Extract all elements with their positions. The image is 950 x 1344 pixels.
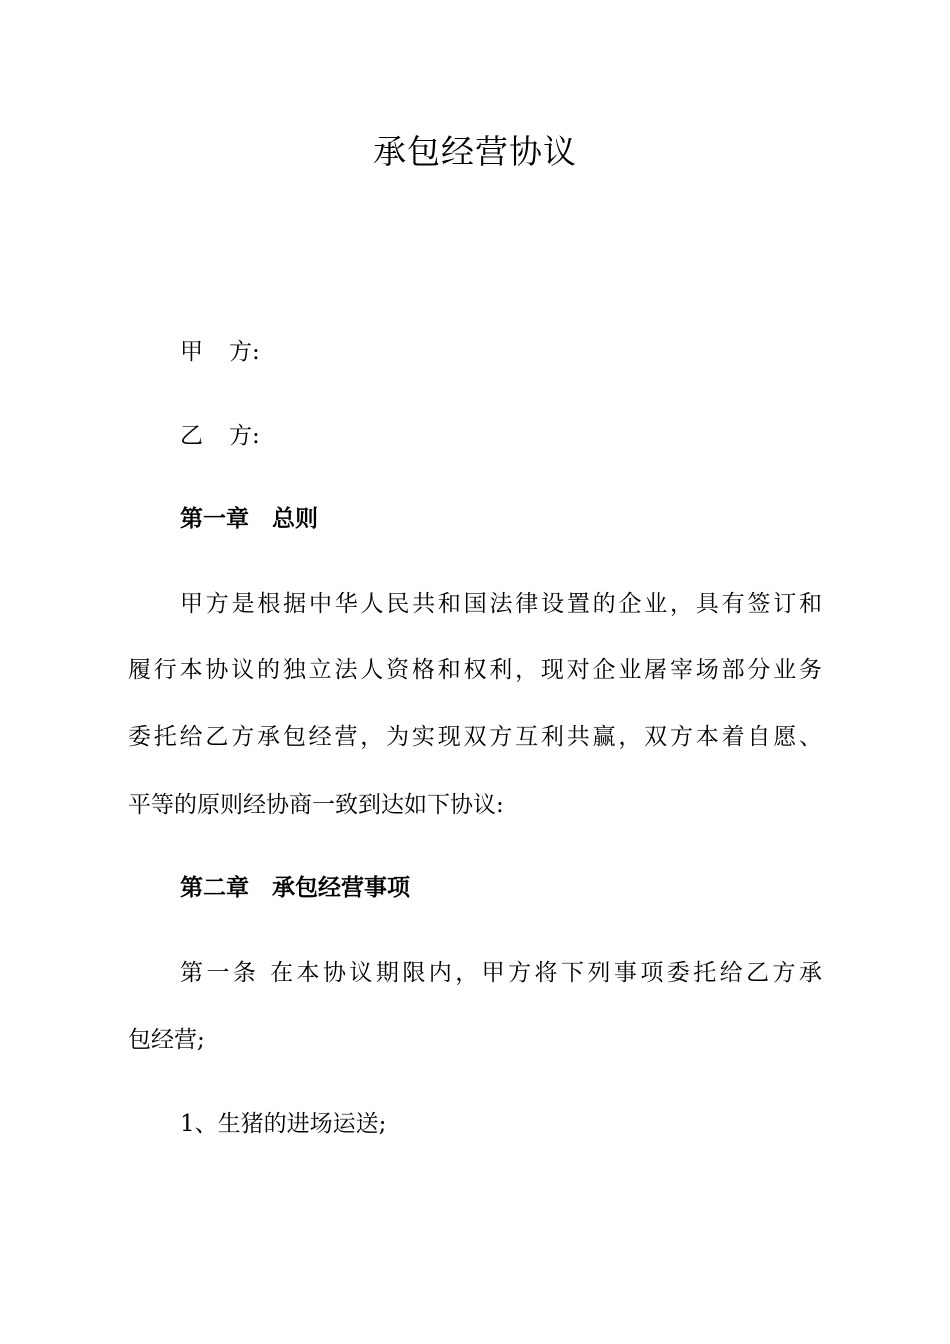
- party-b-line: [180, 420, 260, 452]
- chapter-1-paragraph-line-4: 平等的原则经协商一致到达如下协议:: [128, 792, 504, 818]
- party-a-label-second: 方:: [229, 339, 260, 365]
- party-b-label-first: 乙: [180, 423, 203, 449]
- party-a-label-first: 甲: [180, 339, 203, 365]
- party-b-label-second: 方:: [229, 423, 260, 449]
- party-a-line: [180, 336, 260, 368]
- article-1-line-2: 包经营;: [128, 1027, 205, 1053]
- item-1: 1、生猪的进场运送;: [180, 1111, 387, 1137]
- chapter-2-heading: 第二章 承包经营事项: [180, 875, 410, 901]
- chapter-1-heading: 第一章 总则: [180, 506, 318, 532]
- document-title: 承包经营协议: [373, 132, 577, 171]
- article-1-line-1: 第一条 在本协议期限内，甲方将下列事项委托给乙方承: [180, 960, 822, 986]
- chapter-1-paragraph-line-1: 甲方是根据中华人民共和国法律设置的企业，具有签订和: [180, 591, 822, 617]
- chapter-1-paragraph-line-3: 委托给乙方承包经营，为实现双方互利共赢，双方本着自愿、: [128, 724, 822, 750]
- chapter-1-paragraph-line-2: 履行本协议的独立法人资格和权利，现对企业屠宰场部分业务: [128, 657, 822, 683]
